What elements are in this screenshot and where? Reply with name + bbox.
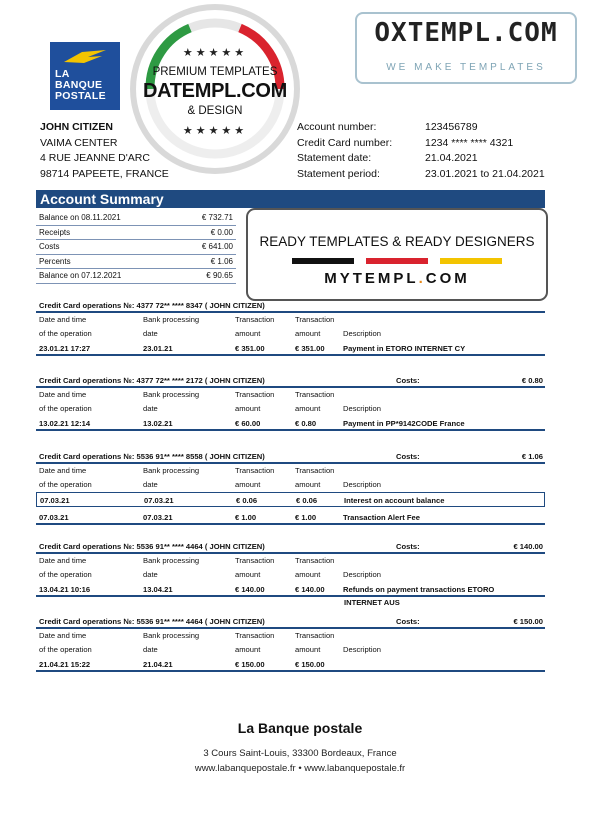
column-header: amount: [235, 329, 261, 338]
cell-datetime: 23.01.21 17:27: [39, 344, 91, 353]
operation-title-row: [36, 539, 545, 554]
cell-description: Interest on account balance: [344, 496, 445, 505]
transaction-row: [36, 341, 545, 356]
overlay-line-2: [248, 270, 546, 287]
operation-block: [36, 373, 545, 431]
summary-row: [36, 240, 236, 255]
flag-stripe-yellow: [440, 258, 502, 264]
column-header: of the operation: [39, 645, 92, 654]
operation-header-row: [36, 327, 545, 341]
summary-label: Balance on 07.12.2021: [39, 271, 122, 280]
cell-processing-date: 13.02.21: [143, 419, 173, 428]
client-address-line: 4 RUE JEANNE D'ARC: [40, 152, 150, 164]
summary-label: Balance on 08.11.2021: [39, 213, 121, 222]
account-summary-header: [36, 190, 545, 208]
statement-period: 23.01.2021 to 21.04.2021: [425, 167, 545, 180]
bank-logo: [50, 42, 120, 110]
cell-amount: € 150.00: [235, 660, 265, 669]
client-name: JOHN CITIZEN: [40, 121, 113, 133]
logo-line-2: BANQUE: [55, 79, 103, 91]
badge-line-1: PREMIUM TEMPLATES: [152, 66, 278, 78]
column-header: Description: [343, 404, 381, 413]
operation-title: Credit Card operations №: 4377 72** **** 2172 ( JOHN CITIZEN): [39, 376, 265, 385]
column-header: Date and time: [39, 315, 87, 324]
cell-description: [343, 657, 545, 670]
summary-value: € 90.65: [206, 271, 233, 280]
column-header: Date and time: [39, 390, 87, 399]
flag-stripe-red: [366, 258, 428, 264]
column-header: amount: [295, 570, 321, 579]
column-header: Bank processing: [143, 390, 200, 399]
column-header: amount: [295, 480, 321, 489]
statement-date: 21.04.2021: [425, 152, 478, 164]
operation-cost: € 150.00: [513, 617, 543, 626]
column-header: amount: [235, 570, 261, 579]
cell-amount: € 1.00: [295, 513, 317, 522]
operation-block: [36, 298, 545, 356]
operation-header-row: [36, 402, 545, 416]
cell-processing-date: 13.04.21: [143, 585, 173, 594]
footer-website: www.labanquepostale.fr • www.labanquepostale.fr: [194, 763, 406, 774]
footer-address: 3 Cours Saint-Louis, 33300 Bordeaux, France: [203, 748, 397, 759]
account-number: 123456789: [425, 121, 478, 133]
column-header: Description: [343, 480, 381, 489]
cell-processing-date: 21.04.21: [143, 660, 173, 669]
operation-title: Credit Card operations №: 5536 91** **** 4464 ( JOHN CITIZEN): [39, 542, 265, 551]
transaction-row: [36, 657, 545, 672]
column-header: date: [143, 404, 158, 413]
column-header: Transaction: [295, 466, 335, 475]
logo-line-3: POSTALE: [55, 90, 106, 102]
column-header: date: [143, 480, 158, 489]
overlay-line-2-part: MYTEMPL: [324, 270, 419, 287]
summary-value: € 732.71: [201, 213, 233, 222]
brand-watermark: [355, 12, 577, 84]
cell-description: Refunds on payment transactions ETORO: [343, 585, 495, 594]
flag-stripe-black: [292, 258, 354, 264]
column-header: amount: [295, 645, 321, 654]
column-header: amount: [295, 404, 321, 413]
operation-header-row: [36, 478, 545, 492]
transaction-row: [36, 510, 545, 525]
account-info: [297, 120, 545, 182]
summary-row: [36, 255, 236, 270]
column-header: Bank processing: [143, 466, 200, 475]
costs-label: Costs:: [396, 452, 420, 461]
transaction-row: [36, 416, 545, 431]
column-header: amount: [235, 480, 261, 489]
summary-row: [36, 211, 236, 226]
summary-value: € 1.06: [210, 256, 233, 266]
column-header: Date and time: [39, 466, 87, 475]
operation-title: Credit Card operations №: 5536 91** **** 4464 ( JOHN CITIZEN): [39, 617, 265, 626]
cell-amount: € 1.00: [235, 513, 257, 522]
cell-datetime: 21.04.21 15:22: [39, 660, 91, 669]
operation-header-row: [36, 643, 545, 657]
operation-block: [36, 614, 545, 672]
footer-bank-name: La Banque postale: [237, 720, 363, 736]
cell-description: Payment in ETORO INTERNET CY: [343, 344, 466, 353]
transaction-row: [36, 492, 545, 507]
costs-label: Costs:: [396, 542, 420, 551]
column-header: amount: [295, 329, 321, 338]
transaction-row: [36, 582, 545, 597]
summary-row: [36, 226, 236, 241]
column-header: Transaction: [235, 466, 275, 475]
cell-amount: € 351.00: [235, 344, 265, 353]
cell-amount: € 351.00: [295, 344, 325, 353]
card-number: 1234 **** **** 4321: [425, 136, 514, 149]
overlay-line-2-part: COM: [425, 270, 470, 287]
client-address-line: VAIMA CENTER: [40, 136, 118, 149]
badge-line-2: DATEMPL.COM: [142, 80, 288, 102]
column-header: Description: [343, 329, 381, 338]
column-header: Description: [343, 645, 381, 654]
summary-value: € 0.00: [210, 227, 233, 237]
summary-value: € 641.00: [201, 242, 233, 251]
badge-stars-bottom: ★★★★★: [182, 125, 248, 137]
brand-tagline: WE MAKE TEMPLATES: [386, 62, 546, 73]
operation-title-row: [36, 449, 545, 464]
cell-datetime: 13.04.21 10:16: [39, 585, 91, 594]
cell-processing-date: 23.01.21: [143, 344, 173, 353]
account-summary-table: [36, 211, 236, 284]
badge-stars-top: ★★★★★: [182, 47, 248, 59]
client-address-line: 98714 PAPEETE, FRANCE: [40, 167, 169, 180]
column-header: Transaction: [235, 315, 275, 324]
card-number-label: Credit Card number:: [297, 136, 393, 149]
column-header: Transaction: [295, 556, 335, 565]
cell-amount: € 140.00: [295, 585, 325, 594]
operation-cost: € 140.00: [513, 542, 543, 551]
operation-cost: € 1.06: [521, 452, 543, 461]
cell-amount: € 0.80: [295, 419, 317, 428]
bird-icon: [62, 48, 108, 66]
brand-title: OXTEMPL.COM: [374, 18, 558, 48]
column-header: amount: [235, 645, 261, 654]
operation-header-row: [36, 568, 545, 582]
operation-header-row: [36, 554, 545, 568]
costs-label: Costs:: [396, 617, 420, 626]
column-header: of the operation: [39, 329, 92, 338]
cell-processing-date: 07.03.21: [143, 513, 173, 522]
cell-amount: € 60.00: [235, 419, 261, 428]
cell-amount: € 150.00: [295, 660, 325, 669]
costs-label: Costs:: [396, 376, 420, 385]
column-header: Transaction: [295, 390, 335, 399]
column-header: date: [143, 570, 158, 579]
column-header: date: [143, 329, 158, 338]
summary-label: Receipts: [39, 227, 71, 237]
column-header: Transaction: [235, 390, 275, 399]
operation-title: Credit Card operations №: 4377 72** **** 8347 ( JOHN CITIZEN): [39, 301, 265, 310]
summary-row: [36, 269, 236, 284]
operation-title: Credit Card operations №: 5536 91** **** 8558 ( JOHN CITIZEN): [39, 452, 265, 461]
cell-datetime: 07.03.21: [39, 513, 69, 522]
footer: [0, 720, 600, 774]
column-header: of the operation: [39, 570, 92, 579]
statement-period-label: Statement period:: [297, 167, 380, 180]
cell-processing-date: 07.03.21: [144, 496, 174, 505]
operation-block: [36, 539, 545, 609]
column-header: Date and time: [39, 556, 87, 565]
column-header: of the operation: [39, 480, 92, 489]
account-number-label: Account number:: [297, 121, 377, 133]
badge-line-3: & DESIGN: [187, 105, 243, 117]
cell-description: Transaction Alert Fee: [343, 513, 420, 522]
column-header: amount: [235, 404, 261, 413]
column-header: Transaction: [295, 631, 335, 640]
operation-title-row: [36, 614, 545, 629]
watermark-overlay: [246, 208, 548, 301]
operation-title-row: [36, 373, 545, 388]
operation-block: [36, 449, 545, 525]
overlay-line-1: READY TEMPLATES & READY DESIGNERS: [259, 234, 535, 249]
summary-label: Costs: [39, 242, 60, 251]
column-header: of the operation: [39, 404, 92, 413]
cell-description: Payment in PP*9142CODE France: [343, 419, 465, 428]
operation-header-row: [36, 388, 545, 402]
column-header: Transaction: [235, 631, 275, 640]
column-header: Transaction: [295, 315, 335, 324]
cell-amount: € 140.00: [235, 585, 265, 594]
client-address: [40, 120, 169, 182]
column-header: date: [143, 645, 158, 654]
account-summary-title: Account Summary: [40, 191, 164, 207]
operation-header-row: [36, 464, 545, 478]
logo-text: [55, 69, 106, 102]
cell-amount: € 0.06: [236, 496, 258, 505]
statement-date-label: Statement date:: [297, 152, 372, 164]
description-continuation: INTERNET AUS: [344, 598, 400, 607]
column-header: Bank processing: [143, 556, 200, 565]
cell-amount: € 0.06: [296, 496, 318, 505]
operation-cost: € 0.80: [521, 376, 543, 385]
operation-header-row: [36, 629, 545, 643]
column-header: Transaction: [235, 556, 275, 565]
cell-datetime: 07.03.21: [40, 496, 70, 505]
cell-datetime: 13.02.21 12:14: [39, 419, 91, 428]
logo-line-1: LA: [55, 68, 70, 80]
overlay-dot: .: [418, 270, 426, 287]
column-header: Bank processing: [143, 631, 200, 640]
column-header: Date and time: [39, 631, 87, 640]
column-header: Description: [343, 570, 381, 579]
column-header: Bank processing: [143, 315, 200, 324]
summary-label: Percents: [39, 256, 71, 266]
operation-header-row: [36, 313, 545, 327]
